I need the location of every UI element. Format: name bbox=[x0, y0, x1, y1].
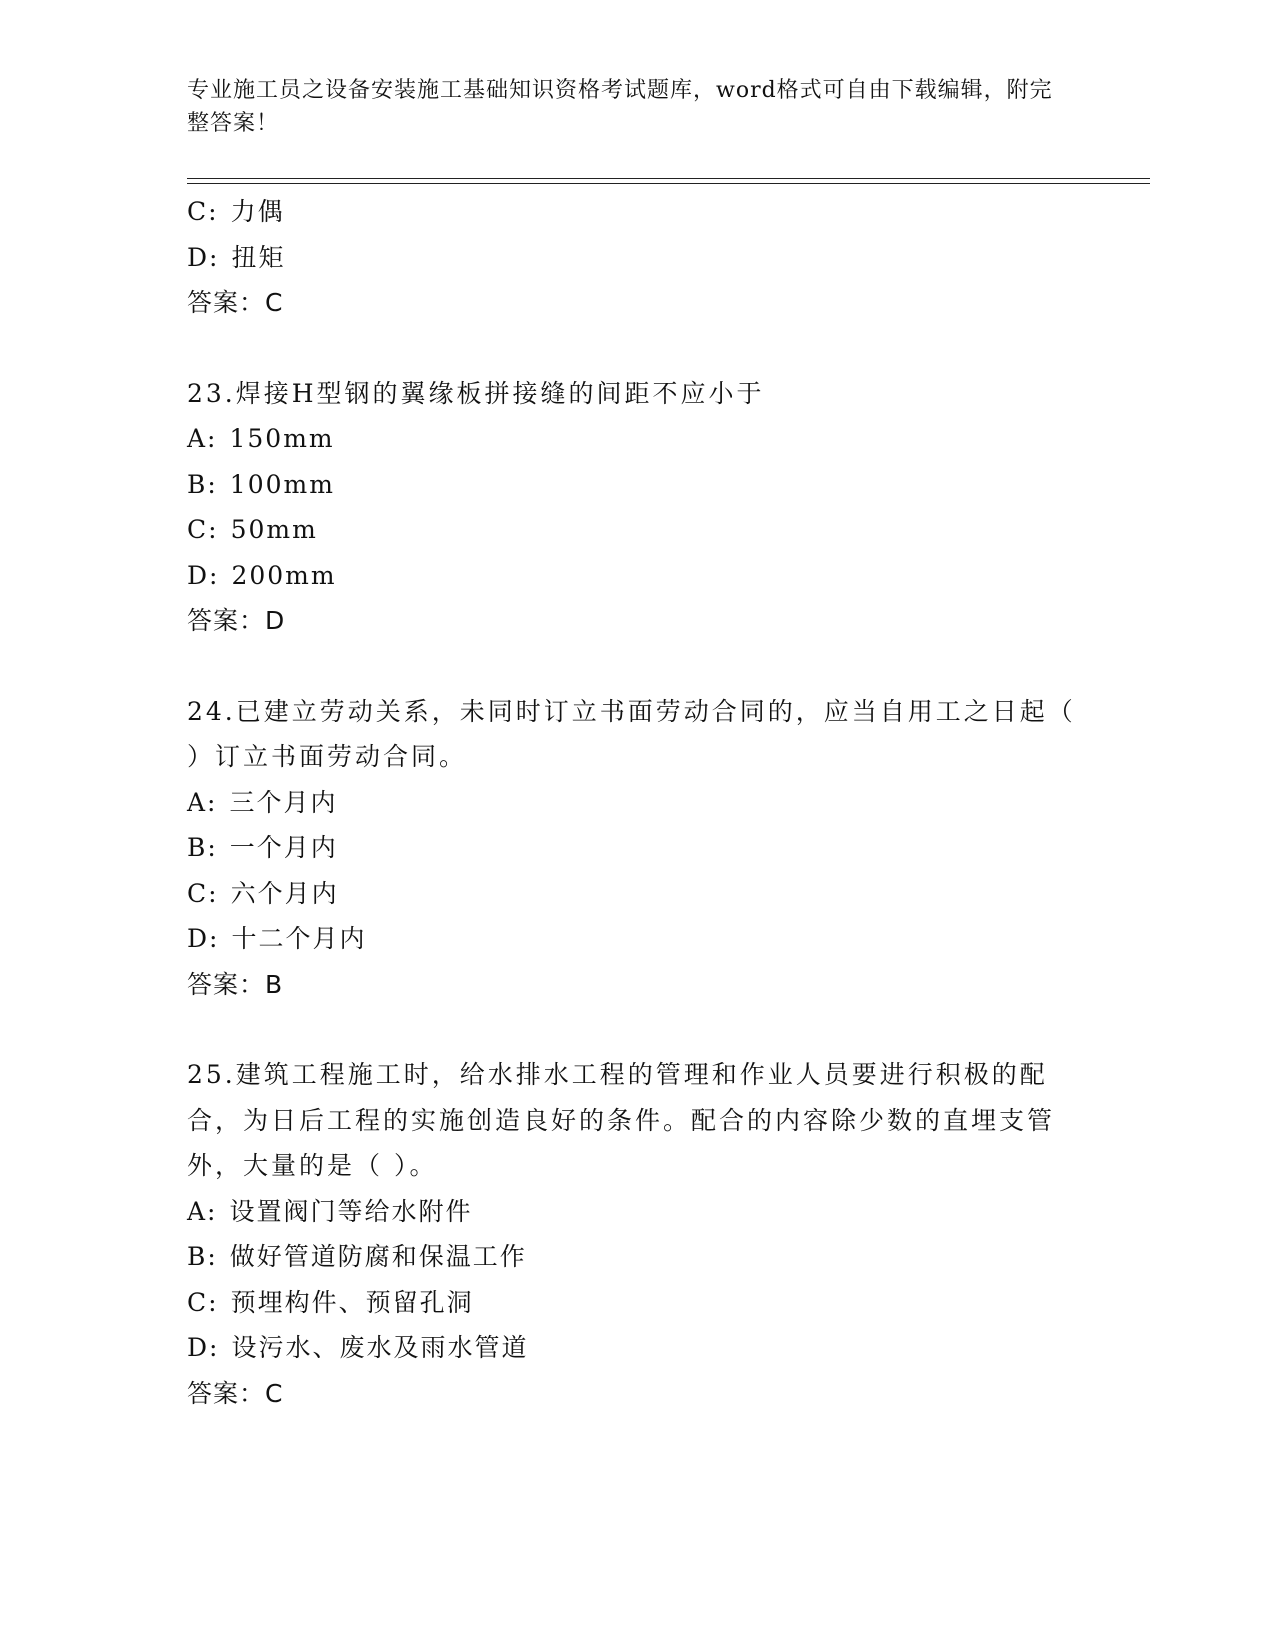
option-a bbox=[187, 416, 1087, 462]
question-25 bbox=[187, 1052, 1087, 1416]
option-text: 十二个月内 bbox=[231, 924, 367, 953]
option-c bbox=[187, 507, 1087, 553]
option-key: D: bbox=[187, 242, 220, 272]
option-text: 150mm bbox=[229, 424, 335, 453]
option-text: 200mm bbox=[231, 560, 337, 590]
question-stem: 25.建筑工程施工时，给水排水工程的管理和作业人员要进行积极的配合，为日后工程的实施创造良好的条件。配合的内容除少数的直埋支管外，大量的是（ ）。 bbox=[187, 1060, 1056, 1180]
option-text: 三个月内 bbox=[229, 787, 338, 817]
option-key: C: bbox=[187, 878, 219, 908]
question-stem: 23.焊接H型钢的翼缘板拼接缝的间距不应小于 bbox=[187, 378, 765, 408]
option-key: B: bbox=[187, 469, 218, 499]
option-key: C: bbox=[187, 1287, 219, 1317]
answer-line: 答案：B bbox=[187, 969, 284, 999]
option-key: D: bbox=[187, 924, 220, 953]
document-header: 专业施工员之设备安装施工基础知识资格考试题库，word格式可自由下载编辑，附完整答案！ bbox=[187, 78, 1053, 136]
option-b bbox=[187, 1234, 1087, 1280]
header-divider-top bbox=[187, 178, 1150, 179]
option-text: 六个月内 bbox=[230, 878, 339, 908]
option-text: 扭矩 bbox=[231, 242, 286, 272]
option-key: C: bbox=[187, 515, 219, 544]
option-key: D: bbox=[187, 1333, 220, 1362]
question-list bbox=[187, 189, 1087, 1416]
option-c bbox=[187, 1280, 1087, 1326]
option-text: 设污水、废水及雨水管道 bbox=[231, 1333, 529, 1362]
option-key: B: bbox=[187, 833, 218, 862]
option-a bbox=[187, 1189, 1087, 1235]
option-c bbox=[187, 871, 1087, 917]
option-text: 设置阀门等给水附件 bbox=[229, 1196, 473, 1226]
option-text: 预埋构件、预留孔洞 bbox=[230, 1287, 474, 1317]
option-key: C: bbox=[187, 197, 219, 226]
option-d bbox=[187, 553, 1087, 599]
option-d bbox=[187, 916, 1087, 962]
option-key: A: bbox=[187, 424, 218, 453]
answer-line: 答案：C bbox=[187, 288, 284, 317]
option-text: 一个月内 bbox=[229, 833, 338, 862]
option-text: 做好管道防腐和保温工作 bbox=[229, 1242, 527, 1271]
option-b bbox=[187, 825, 1087, 871]
answer-line: 答案：D bbox=[187, 606, 286, 635]
option-c bbox=[187, 189, 1087, 235]
option-key: D: bbox=[187, 560, 220, 590]
spacer bbox=[187, 326, 1087, 371]
spacer bbox=[187, 1007, 1087, 1052]
option-text: 力偶 bbox=[230, 197, 285, 226]
option-d bbox=[187, 235, 1087, 281]
option-a bbox=[187, 780, 1087, 826]
option-d bbox=[187, 1325, 1087, 1371]
option-key: A: bbox=[187, 1196, 218, 1226]
option-text: 50mm bbox=[230, 515, 318, 544]
option-text: 100mm bbox=[229, 469, 335, 499]
spacer bbox=[187, 644, 1087, 689]
answer-line: 答案：C bbox=[187, 1378, 284, 1408]
option-b bbox=[187, 462, 1087, 508]
option-key: B: bbox=[187, 1242, 218, 1271]
question-24 bbox=[187, 689, 1087, 1008]
header-divider-bottom bbox=[187, 183, 1150, 184]
question-stem: 24.已建立劳动关系，未同时订立书面劳动合同的，应当自用工之日起（ ）订立书面劳动合同。 bbox=[187, 696, 1076, 771]
question-23 bbox=[187, 371, 1087, 644]
question-22-continued bbox=[187, 189, 1087, 326]
option-key: A: bbox=[187, 787, 218, 817]
